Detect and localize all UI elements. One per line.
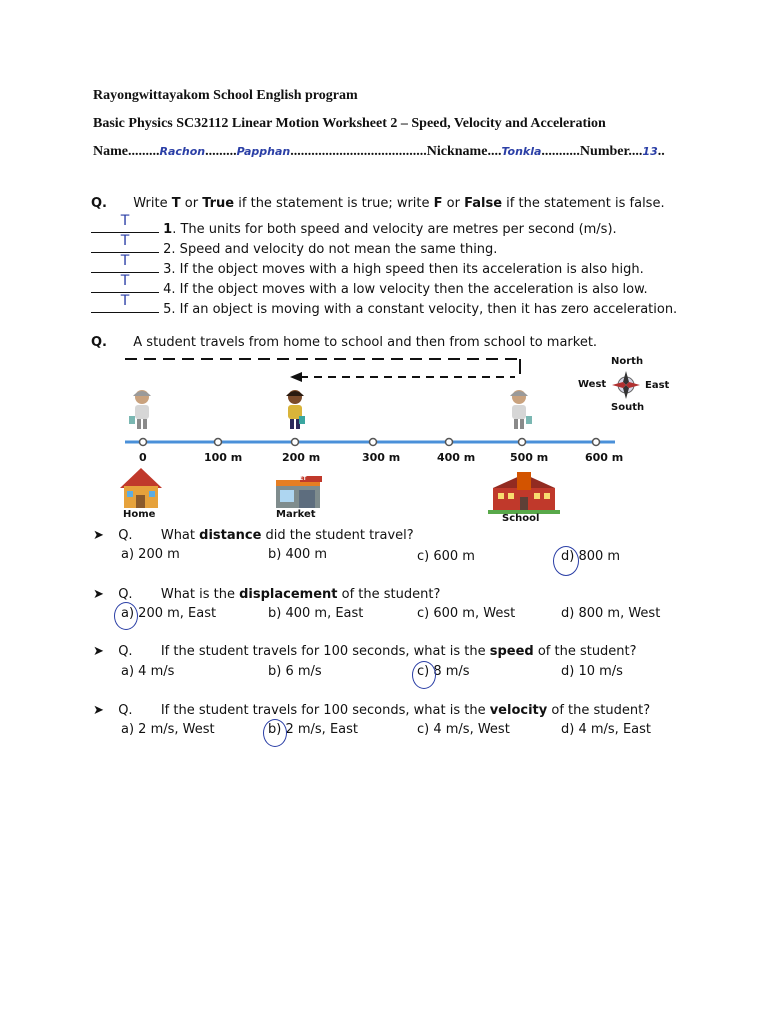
mcq-question [93,587,440,602]
bullet-arrow-icon: ➤ [93,587,104,602]
selected-answer-circle [412,661,436,689]
school-icon [488,472,560,514]
tick-label: 300 m [362,451,401,464]
tf-item [91,213,617,237]
tick-label: 600 m [585,451,624,464]
instr-text: Write [133,196,172,211]
q-marker: Q. [118,528,133,543]
question-text: If the student travels for 100 seconds, what is the [160,644,490,659]
number-value: 13 [642,145,658,158]
q-marker: Q. [91,335,107,350]
option-d[interactable]: d) 4 m/s, East [561,722,651,737]
answer-value: T [120,293,130,309]
instr-text: if the statement is false. [502,196,665,211]
option-c[interactable]: c) 600 m [417,549,475,564]
compass-east: East [645,380,670,391]
tf-item [91,253,644,277]
student-info-line: Name.........Rachon.........Papphan.......................................Nickname....Tonkla...........Number....13.. [93,144,665,159]
option-a[interactable]: a) 200 m [121,547,180,562]
tick-label: 500 m [510,451,549,464]
option-a[interactable]: a) 2 m/s, West [121,722,215,737]
q-marker: Q. [118,703,133,718]
compass-icon [612,371,640,399]
q-marker: Q. [118,644,133,659]
tf-instruction [91,196,665,211]
answer-value: T [120,233,130,249]
question-text: If the student travels for 100 seconds, what is the [160,703,490,718]
answer-blank[interactable] [91,233,159,253]
mcq-question [93,703,650,718]
item-text: . Speed and velocity do not mean the same thing. [171,242,498,257]
compass-west: West [578,379,607,390]
instr-false: False [464,196,503,211]
nickname-label: Nickname [426,144,488,159]
number-label: Number [579,144,629,159]
school-title: Rayongwittayakom School English program [93,88,358,103]
item-text: . The units for both speed and velocity are metres per second (m/s). [172,222,617,237]
option-b[interactable]: b) 400 m [268,547,328,562]
arrow-left-icon [290,372,302,382]
item-number: 4 [163,282,172,297]
item-number: 3 [163,262,172,277]
item-text: . If an object is moving with a constant velocity, then it has zero acceleration. [171,302,678,317]
answer-blank[interactable] [91,293,159,313]
option-c[interactable]: c) 600 m, West [417,606,516,621]
tf-item [91,293,678,317]
item-number: 5 [163,302,172,317]
q-marker: Q. [91,196,107,211]
item-text: . If the object moves with a high speed then its acceleration is also high. [171,262,644,277]
motion-diagram [0,352,768,530]
instr-true: True [202,196,235,211]
mcq-question [93,528,414,543]
selected-answer-circle [114,602,138,630]
instr-text: if the statement is true; write [234,196,434,211]
scenario-text: A student travels from home to school and then from school to market. [133,335,598,350]
compass-north: North [611,356,644,367]
option-d[interactable]: d) 800 m, West [561,606,661,621]
question-text: What [160,528,200,543]
tick-label: 100 m [204,451,243,464]
question-text: of the student? [337,587,441,602]
instr-text: or [180,196,203,211]
home-icon [120,468,162,508]
tf-item [91,273,648,297]
bullet-arrow-icon: ➤ [93,644,104,659]
student-icon-market [286,390,305,429]
student-icon-school [510,390,532,429]
instr-t: T [171,196,181,211]
item-number: 1 [163,222,173,237]
bullet-arrow-icon: ➤ [93,703,104,718]
answer-blank[interactable] [91,273,159,293]
option-b[interactable]: b) 400 m, East [268,606,364,621]
question-text: of the student? [547,703,651,718]
option-b[interactable]: b) 6 m/s [268,664,322,679]
instr-f: F [433,196,443,211]
selected-answer-circle [263,719,287,747]
option-a[interactable]: a) 200 m, East [121,606,217,621]
place-home: Home [123,509,156,520]
tick-label: 200 m [282,451,321,464]
answer-value: T [120,213,130,229]
name-first: Rachon [159,145,206,158]
student-icon-home [129,390,151,429]
mcq-question [93,644,637,659]
option-d[interactable]: d) 10 m/s [561,664,623,679]
option-d[interactable]: d) 800 m [561,549,621,564]
instr-text: or [442,196,465,211]
name-label: Name [93,144,128,159]
option-c[interactable]: c) 4 m/s, West [417,722,510,737]
question-keyword: displacement [239,587,338,602]
question-keyword: distance [199,528,262,543]
tick-label: 0 [139,451,147,464]
answer-value: T [120,253,130,269]
answer-blank[interactable] [91,213,159,233]
question-text: What is the [160,587,240,602]
item-number: 2 [163,242,172,257]
name-last: Papphan [236,145,291,158]
nickname-value: Tonkla [501,145,542,158]
question-keyword: speed [489,644,534,659]
selected-answer-circle [553,546,579,576]
tick-label: 400 m [437,451,476,464]
market-sign: MARKET [283,476,307,482]
option-c[interactable]: c) 8 m/s [417,664,470,679]
course-title: Basic Physics SC32112 Linear Motion Worksheet 2 – Speed, Velocity and Acceleration [93,116,606,131]
place-market: Market [276,509,316,520]
place-school: School [502,513,540,524]
option-a[interactable]: a) 4 m/s [121,664,175,679]
question-text: did the student travel? [261,528,414,543]
compass-south: South [611,402,645,413]
answer-blank[interactable] [91,253,159,273]
q-marker: Q. [118,587,133,602]
bullet-arrow-icon: ➤ [93,528,104,543]
item-text: . If the object moves with a low velocity then the acceleration is also low. [171,282,648,297]
answer-value: T [120,273,130,289]
option-b[interactable]: b) 2 m/s, East [268,722,358,737]
question-text: of the student? [533,644,637,659]
scenario-question [91,335,597,350]
question-keyword: velocity [489,703,548,718]
